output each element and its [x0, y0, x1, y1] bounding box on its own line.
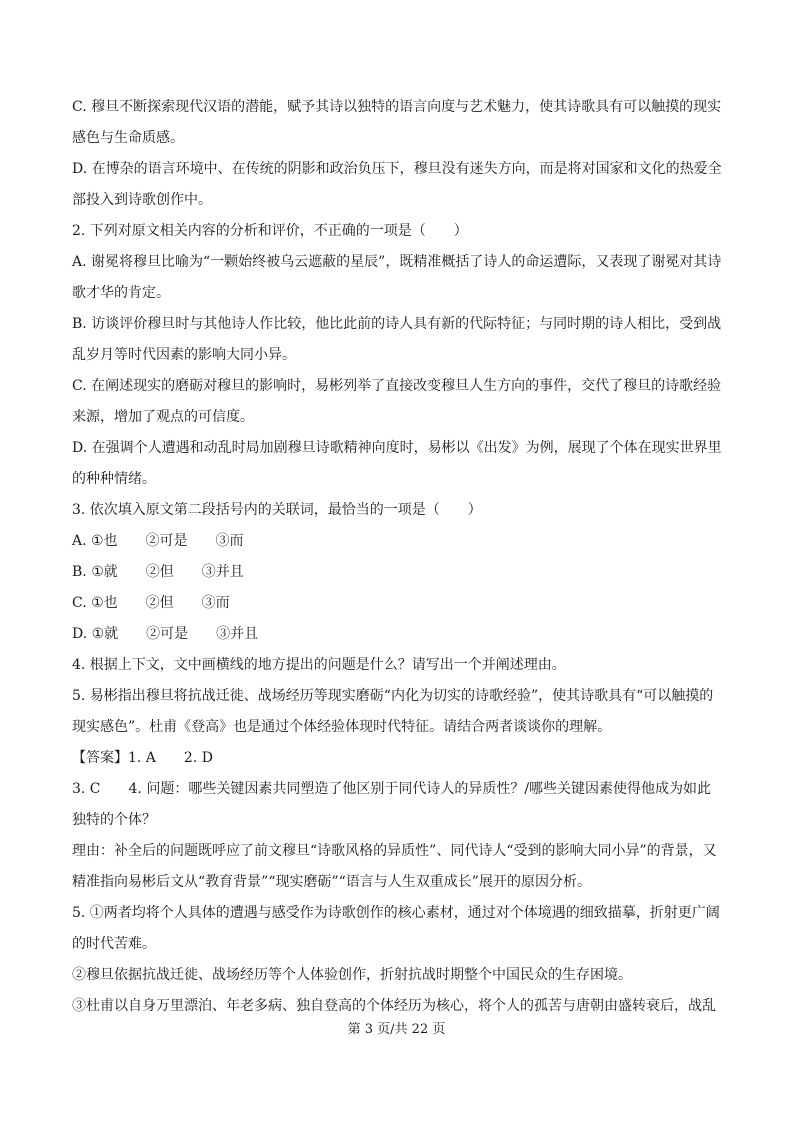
option-c: C. 在阐述现实的磨砺对穆旦的影响时，易彬列举了直接改变穆旦人生方向的事件，交代了穆旦的诗歌经验来源，增加了观点的可信度。 — [72, 378, 722, 425]
answer-5-3: ③杜甫以自身万里漂泊、年老多病、独自登高的个体经历为核心，将个人的孤苦与唐朝由盛转衰后，战乱 — [72, 998, 716, 1014]
option-a: A. 谢冕将穆旦比喻为“一颗始终被乌云遮蔽的星辰”，既精准概括了诗人的命运遭际，又表现了谢冕对其诗歌才华的肯定。 — [72, 254, 722, 301]
question-5: 5. 易彬指出穆旦将抗战迁徙、战场经历等现实磨砺“内化为切实的诗歌经验”，使其诗歌具有“可以触摸的现实感色”。杜甫《登高》也是通过个体经验体现时代特征。请结合两者谈谈你的理解。 — [72, 688, 714, 735]
option-d: D. 在强调个人遭遇和动乱时局加剧穆旦诗歌精神向度时，易彬以《出发》为例，展现了个体在现实世界里的种种情绪。 — [72, 440, 722, 487]
page-content — [72, 92, 722, 1022]
answer-5-2: ②穆旦依据抗战迁徙、战场经历等个人体验创作，折射抗战时期整个中国民众的生存困境。 — [72, 967, 632, 983]
paragraph: D. 在博杂的语言环境中、在传统的阴影和政治负压下，穆旦没有迷失方向，而是将对国家和文化的热爱全部投入到诗歌创作中。 — [72, 161, 722, 208]
q3-option-d: D. ①就 ②可是 ③并且 — [72, 626, 259, 642]
option-b: B. 访谈评价穆旦时与其他诗人作比较，他比此前的诗人具有新的代际特征；与同时期的诗人相比，受到战乱岁月等时代因素的影响大同小异。 — [72, 316, 722, 363]
paragraph: C. 穆旦不断探索现代汉语的潜能，赋予其诗以独特的语言向度与艺术魅力，使其诗歌具有可以触摸的现实感色与生命质感。 — [72, 99, 722, 146]
question-3: 3. 依次填入原文第二段括号内的关联词，最恰当的一项是（ ） — [72, 502, 482, 518]
q3-option-c: C. ①也 ②但 ③而 — [72, 595, 230, 611]
page-footer: 第 3 页/共 22 页 — [347, 1022, 446, 1037]
q3-option-a: A. ①也 ②可是 ③而 — [72, 533, 244, 549]
answer-line — [72, 743, 722, 774]
question-2: 2. 下列对原文相关内容的分析和评价，不正确的一项是（ ） — [72, 223, 468, 239]
answer-reason: 理由：补全后的问题既呼应了前文穆旦“诗歌风格的异质性”、同代诗人“受到的影响大同小异”的背景，又精准指向易彬后文从“教育背景”“现实磨砺”“语言与人生双重成长”展开的原因分析。 — [72, 843, 717, 890]
answer-tag: 【答案】 — [72, 750, 128, 766]
answer-5-1: 5. ①两者均将个人具体的遭遇与感受作为诗歌创作的核心素材，通过对个体境遇的细致描摹，折射更广阔的时代苦难。 — [72, 905, 720, 952]
question-4: 4. 根据上下文，文中画横线的地方提出的问题是什么？请写出一个并阐述理由。 — [72, 657, 566, 673]
answer-first: 1. A 2. D — [128, 750, 213, 766]
answer-3-4: 3. C 4. 问题：哪些关键因素共同塑造了他区别于同代诗人的异质性？/哪些关键因素使得他成为如此独特的个体？ — [72, 781, 712, 828]
q3-option-b: B. ①就 ②但 ③并且 — [72, 564, 244, 580]
